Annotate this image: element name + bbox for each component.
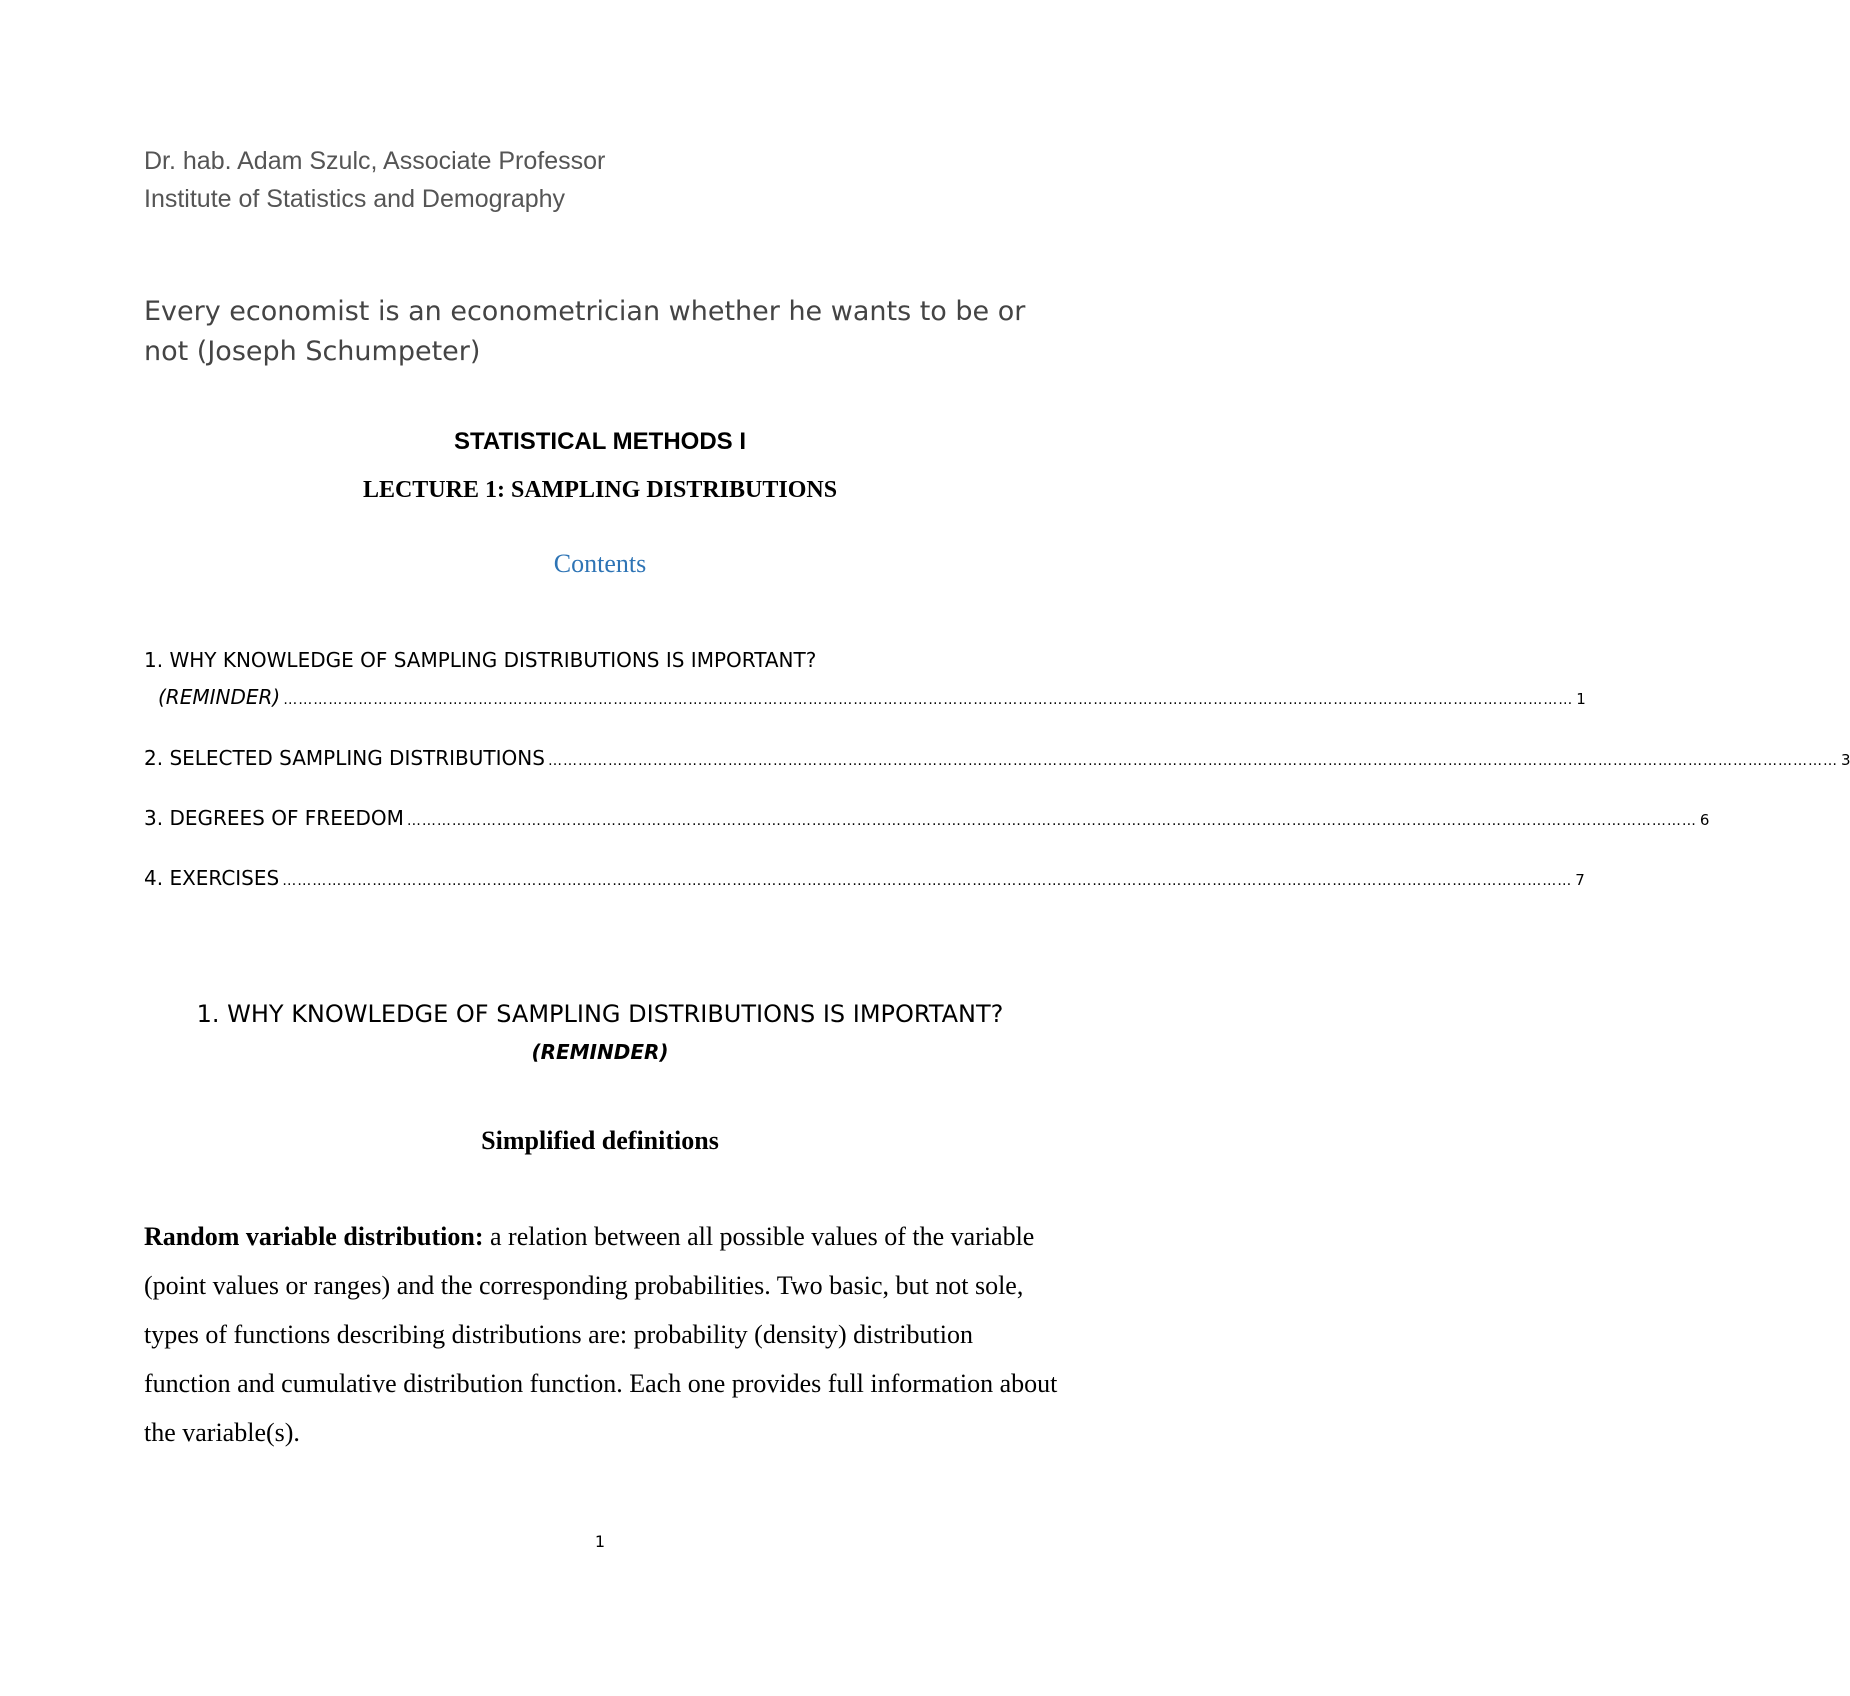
lecture-title: LECTURE 1: SAMPLING DISTRIBUTIONS <box>362 477 838 503</box>
toc-page-number: 7 <box>1575 871 1585 889</box>
toc-item-1[interactable] <box>158 685 1586 709</box>
definition-paragraph <box>144 1212 1059 1457</box>
page-number: 1 <box>594 1532 606 1551</box>
contents-heading: Contents <box>553 549 647 578</box>
institute-line: Institute of Statistics and Demography <box>144 185 566 213</box>
toc-leader-dots: …………………………………………………………………………………………………………………………………………………………………………………………………………………………………… <box>282 873 1573 889</box>
section-heading: 1. WHY KNOWLEDGE OF SAMPLING DISTRIBUTIONS IS IMPORTANT? <box>196 1000 1004 1028</box>
toc-leader-dots: …………………………………………………………………………………………………………………………………………………………………………………………………………………………………… <box>283 692 1574 708</box>
toc-item-4-text: 4. EXERCISES <box>144 866 280 890</box>
toc-item-4[interactable] <box>144 866 1585 890</box>
definitions-heading: Simplified definitions <box>481 1126 719 1155</box>
toc-page-number: 3 <box>1840 751 1850 769</box>
toc-item-1-line2: (REMINDER) <box>158 685 281 709</box>
toc-item-2[interactable] <box>144 746 1850 770</box>
author-line: Dr. hab. Adam Szulc, Associate Professor <box>144 147 606 175</box>
toc-item-3[interactable] <box>144 806 1710 830</box>
toc-leader-dots: …………………………………………………………………………………………………………………………………………………………………………………………………………………………………… <box>406 813 1697 829</box>
toc-item-2-text: 2. SELECTED SAMPLING DISTRIBUTIONS <box>144 746 545 770</box>
toc-leader-dots: …………………………………………………………………………………………………………………………………………………………………………………………………………………………………… <box>547 753 1838 769</box>
section-subheading: (REMINDER) <box>531 1040 669 1064</box>
definition-term: Random variable distribution: <box>144 1222 484 1251</box>
toc-item-1-line1[interactable]: 1. WHY KNOWLEDGE OF SAMPLING DISTRIBUTIONS IS IMPORTANT? <box>144 648 817 672</box>
definition-text: a relation between all possible values of the variable (point values or ranges) and the corresponding probabilities. Two basic, but not sole, types of functions describing distributions are: probability (density) distribution function and cumulative distribution function. Each one provides full information about the variable(s). <box>144 1222 1058 1447</box>
toc-page-number: 6 <box>1699 811 1710 829</box>
epigraph-quote: Every economist is an econometrician whether he wants to be or not (Joseph Schumpeter) <box>144 296 1026 367</box>
course-title: STATISTICAL METHODS I <box>454 428 746 455</box>
toc-item-3-text: 3. DEGREES OF FREEDOM <box>144 806 404 830</box>
toc-page-number: 1 <box>1576 690 1586 708</box>
